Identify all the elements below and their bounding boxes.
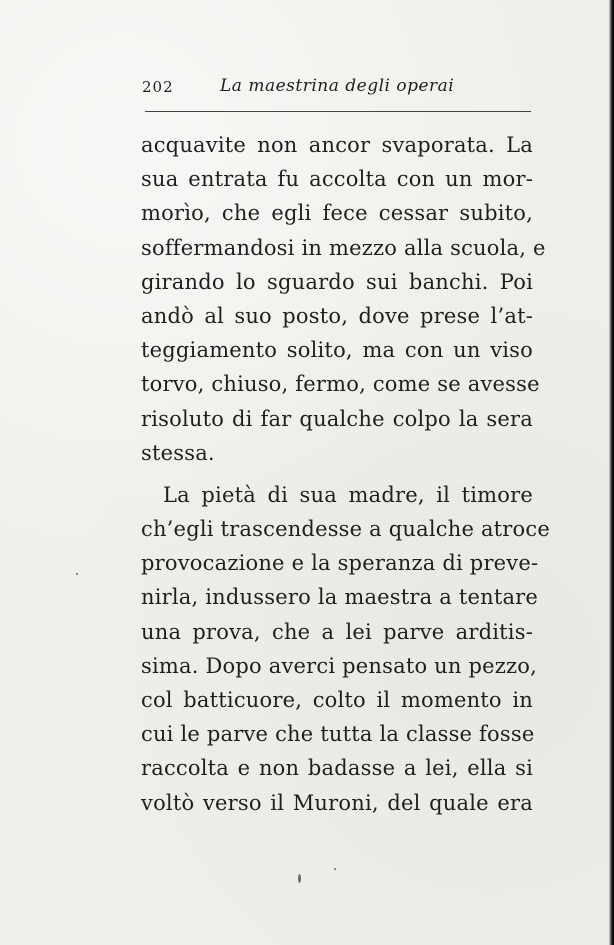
page-header [142,72,532,108]
paper-speck [76,573,78,575]
paragraph-1 [141,128,546,470]
page-edge-shadow [609,0,614,945]
text-line: sua entrata fu accolta con un mor- [141,167,533,192]
text-line: teggiamento solito, ma con un viso [141,338,533,363]
text-line: col batticuore, colto il momento in [141,688,533,712]
body-text [141,128,550,820]
text-line: stessa. [141,440,215,465]
text-line: raccolta e non badasse a lei, ella si [141,756,533,781]
text-line: acquavite non ancor svaporata. La [141,133,533,157]
text-line: nirla, indussero la maestra a tentare [141,585,539,610]
paragraph-2 [141,478,550,820]
text-line: risoluto di far qualche colpo la sera [141,406,533,431]
text-line: soffermandosi in mezzo alla scuola, e [141,235,546,260]
running-title: La maestrina degli operai [220,76,455,96]
header-rule [145,111,531,112]
text-line: ch’egli trascendesse a qualche atroce [141,517,550,542]
paragraph-gap [141,470,533,478]
text-line: girando lo sguardo sui banchi. Poi [141,269,533,294]
paper-speck [334,868,336,870]
text-line: torvo, chiuso, fermo, come se avesse [141,372,540,397]
text-line: voltò verso il Muroni, del quale era [141,790,533,815]
text-line: La pietà di sua madre, il timore [163,482,533,507]
page-number: 202 [142,78,174,96]
text-line: sima. Dopo averci pensato un pezzo, [141,653,538,678]
text-line: cui le parve che tutta la classe fosse [141,722,535,747]
text-line: una prova, che a lei parve arditis- [141,619,533,644]
text-line: andò al suo posto, dove prese l’at- [141,303,533,328]
text-line: morìo, che egli fece cessar subito, [141,201,533,226]
paper-speck [298,874,301,883]
text-line: provocazione e la speranza di preve- [141,551,539,576]
